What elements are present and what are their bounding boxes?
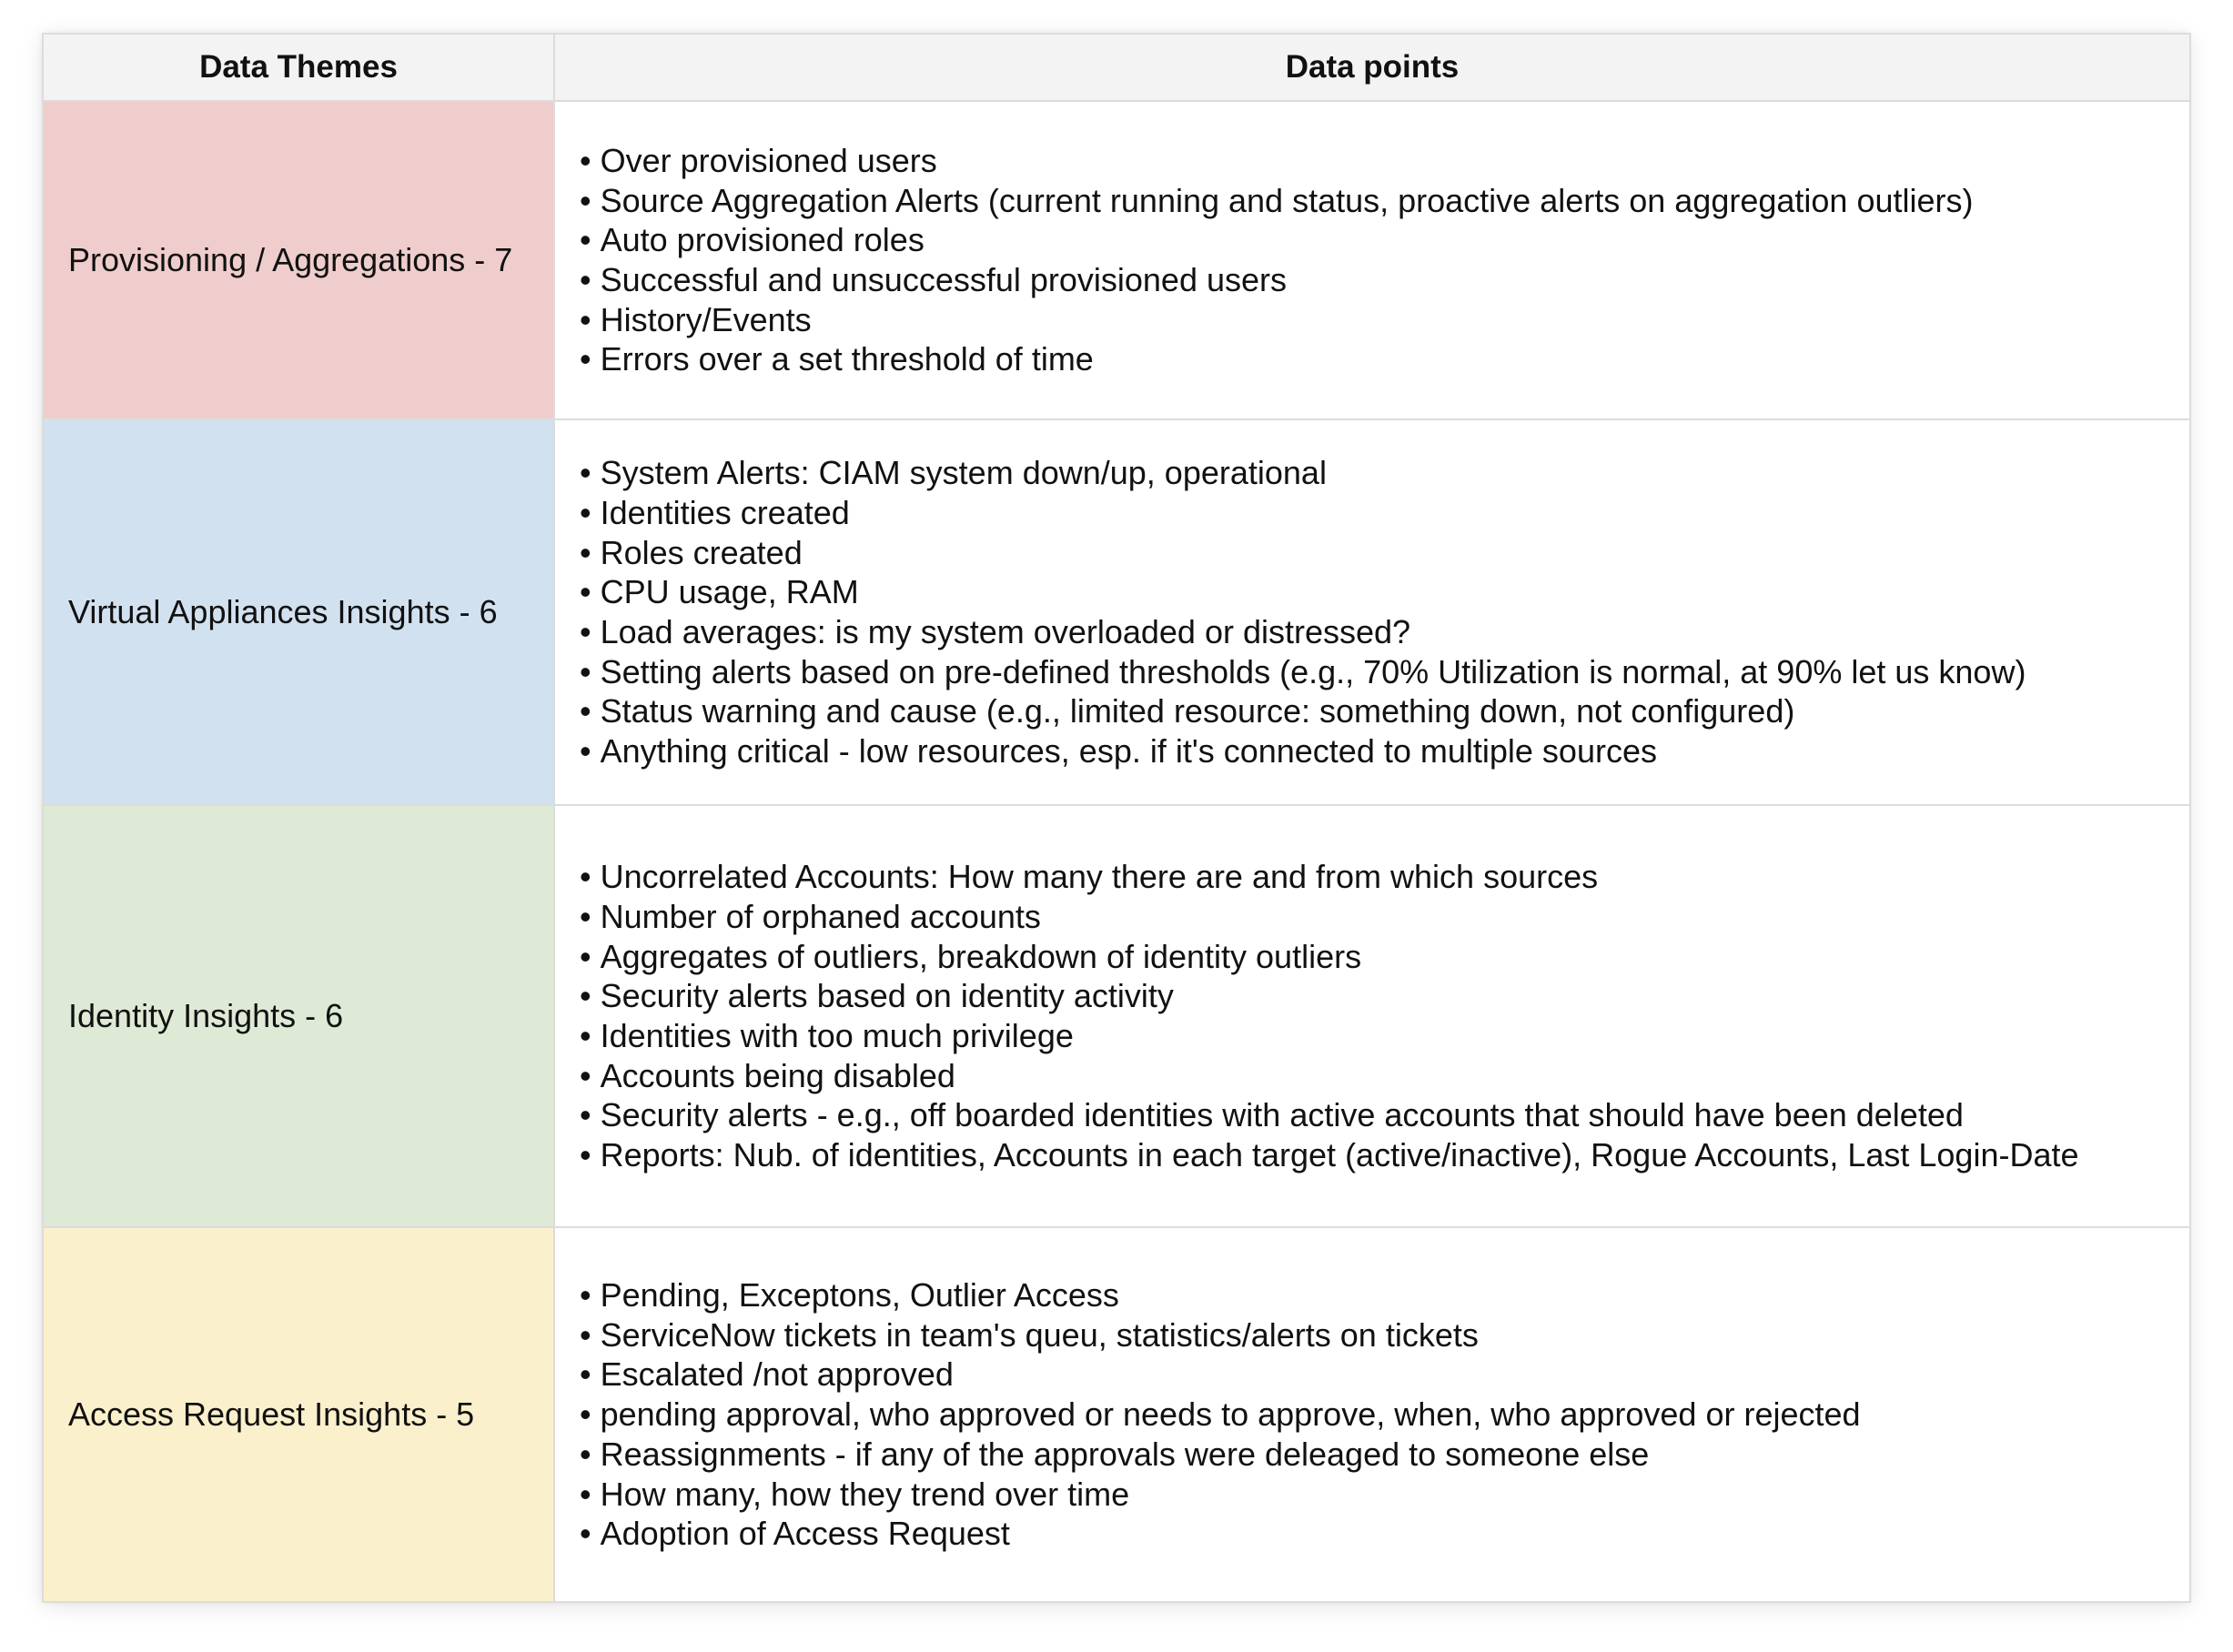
table-row	[43, 1227, 2190, 1602]
theme-cell[interactable]: Provisioning / Aggregations - 7	[43, 101, 554, 419]
table-row	[43, 805, 2190, 1227]
points-cell[interactable]	[554, 419, 2190, 805]
theme-cell[interactable]: Access Request Insights - 5	[43, 1227, 554, 1602]
header-row	[43, 34, 2190, 101]
points-cell[interactable]	[554, 805, 2190, 1227]
data-point-item: • How many, how they trend over time	[580, 1475, 2189, 1515]
points-list	[580, 857, 2189, 1175]
points-cell[interactable]	[554, 1227, 2190, 1602]
data-point-item: • Identities created	[580, 493, 2189, 533]
data-point-item: • Aggregates of outliers, breakdown of identity outliers	[580, 937, 2189, 977]
data-point-item: • Reassignments - if any of the approvals were deleaged to someone else	[580, 1435, 2189, 1475]
data-point-item: • System Alerts: CIAM system down/up, operational	[580, 453, 2189, 493]
data-point-item: • Uncorrelated Accounts: How many there are and from which sources	[580, 857, 2189, 897]
points-list	[580, 453, 2189, 771]
data-point-item: • Setting alerts based on pre-defined thresholds (e.g., 70% Utilization is normal, at 90% let us know)	[580, 652, 2189, 692]
data-point-item: • Escalated /not approved	[580, 1355, 2189, 1395]
data-point-item: • Load averages: is my system overloaded or distressed?	[580, 612, 2189, 652]
data-point-item: • Number of orphaned accounts	[580, 897, 2189, 937]
data-point-item: • ServiceNow tickets in team's queu, statistics/alerts on tickets	[580, 1315, 2189, 1355]
data-point-item: • Reports: Nub. of identities, Accounts in each target (active/inactive), Rogue Accounts, Last Login-Date	[580, 1135, 2189, 1175]
data-point-item: • Accounts being disabled	[580, 1056, 2189, 1096]
data-point-item: • CPU usage, RAM	[580, 572, 2189, 612]
data-point-item: • Errors over a set threshold of time	[580, 339, 2189, 379]
table-row	[43, 419, 2190, 805]
data-point-item: • Roles created	[580, 533, 2189, 573]
data-point-item: • Adoption of Access Request	[580, 1514, 2189, 1554]
data-themes-sheet	[42, 33, 2189, 1603]
data-point-item: • Status warning and cause (e.g., limited resource: something down, not configured)	[580, 691, 2189, 731]
data-point-item: • Auto provisioned roles	[580, 220, 2189, 260]
data-point-item: • History/Events	[580, 300, 2189, 340]
header-data-themes[interactable]: Data Themes	[43, 34, 554, 101]
data-point-item: • Over provisioned users	[580, 141, 2189, 181]
table-row	[43, 101, 2190, 419]
points-list	[580, 1275, 2189, 1554]
data-point-item: • Security alerts - e.g., off boarded identities with active accounts that should have been deleted	[580, 1095, 2189, 1135]
header-data-points[interactable]: Data points	[554, 34, 2190, 101]
data-themes-table	[42, 33, 2191, 1603]
data-point-item: • Anything critical - low resources, esp. if it's connected to multiple sources	[580, 731, 2189, 771]
points-list	[580, 141, 2189, 379]
data-point-item: • pending approval, who approved or needs to approve, when, who approved or rejected	[580, 1395, 2189, 1435]
data-point-item: • Successful and unsuccessful provisioned users	[580, 260, 2189, 300]
data-point-item: • Identities with too much privilege	[580, 1016, 2189, 1056]
theme-cell[interactable]: Identity Insights - 6	[43, 805, 554, 1227]
points-cell[interactable]	[554, 101, 2190, 419]
theme-cell[interactable]: Virtual Appliances Insights - 6	[43, 419, 554, 805]
data-point-item: • Security alerts based on identity activity	[580, 976, 2189, 1016]
data-point-item: • Pending, Exceptons, Outlier Access	[580, 1275, 2189, 1315]
data-point-item: • Source Aggregation Alerts (current running and status, proactive alerts on aggregation outliers)	[580, 181, 2189, 221]
